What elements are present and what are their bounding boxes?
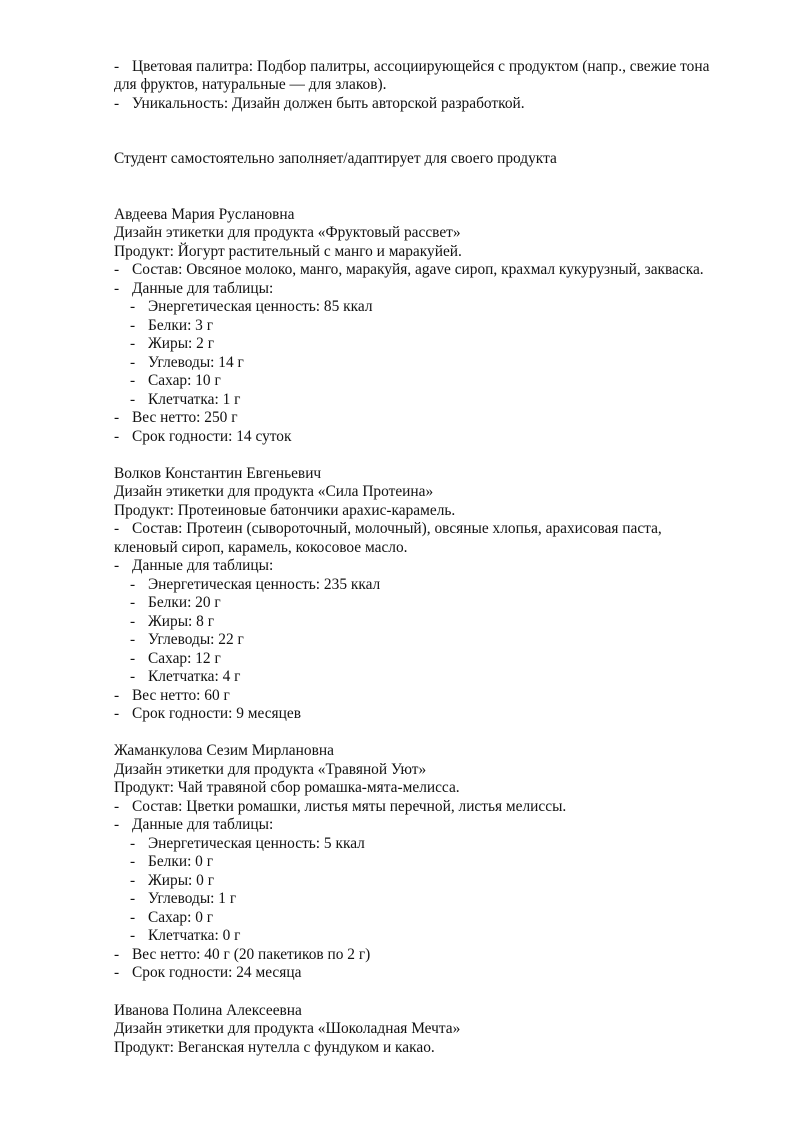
bullet-dash: - [130, 909, 136, 926]
student-product: Продукт: Протеиновые батончики арахис-карамель. [114, 502, 456, 519]
table-item: - Сахар: 10 г [130, 372, 221, 389]
bullet-dash: - [114, 95, 120, 112]
intro-uniqueness: - Уникальность: Дизайн должен быть авторской разработкой. [114, 95, 525, 112]
table-item: - Жиры: 0 г [130, 872, 215, 889]
student-name: Авдеева Мария Руслановна [114, 206, 295, 223]
bullet-dash: - [130, 613, 136, 630]
bullet-dash: - [130, 335, 136, 352]
bullet-dash: - [114, 687, 120, 704]
table-item: - Белки: 20 г [130, 594, 221, 611]
table-item: - Клетчатка: 0 г [130, 927, 241, 944]
table-item: - Сахар: 12 г [130, 650, 221, 667]
shelf-life: - Срок годности: 9 месяцев [114, 705, 301, 722]
shelf-life: - Срок годности: 24 месяца [114, 964, 302, 981]
bullet-dash: - [130, 853, 136, 870]
bullet-dash: - [114, 705, 120, 722]
bullet-dash: - [130, 890, 136, 907]
table-item: - Сахар: 0 г [130, 909, 214, 926]
student-note: Студент самостоятельно заполняет/адаптирует для своего продукта [114, 150, 557, 167]
intro-color-palette-cont: для фруктов, натуральные — для злаков). [114, 76, 387, 93]
bullet-dash: - [130, 872, 136, 889]
bullet-dash: - [114, 964, 120, 981]
table-item: - Углеводы: 1 г [130, 890, 237, 907]
table-item: - Энергетическая ценность: 85 ккал [130, 298, 373, 315]
student-title: Дизайн этикетки для продукта «Шоколадная Мечта» [114, 1020, 461, 1037]
table-header: - Данные для таблицы: [114, 557, 274, 574]
bullet-dash: - [114, 557, 120, 574]
bullet-dash: - [130, 927, 136, 944]
bullet-dash: - [130, 576, 136, 593]
bullet-dash: - [114, 798, 120, 815]
table-item: - Энергетическая ценность: 5 ккал [130, 835, 365, 852]
net-weight: - Вес нетто: 40 г (20 пакетиков по 2 г) [114, 946, 371, 963]
bullet-dash: - [114, 428, 120, 445]
student-title: Дизайн этикетки для продукта «Фруктовый рассвет» [114, 224, 461, 241]
table-header: - Данные для таблицы: [114, 280, 274, 297]
bullet-dash: - [114, 261, 120, 278]
student-name: Жаманкулова Сезим Мирлановна [114, 742, 334, 759]
student-title: Дизайн этикетки для продукта «Сила Протеина» [114, 483, 434, 500]
bullet-dash: - [130, 594, 136, 611]
table-header: - Данные для таблицы: [114, 816, 274, 833]
student-product: Продукт: Веганская нутелла с фундуком и какао. [114, 1039, 435, 1056]
composition: - Состав: Цветки ромашки, листья мяты перечной, листья мелиссы. [114, 798, 567, 815]
bullet-dash: - [130, 317, 136, 334]
bullet-dash: - [130, 298, 136, 315]
table-item: - Клетчатка: 1 г [130, 391, 241, 408]
bullet-dash: - [130, 391, 136, 408]
net-weight: - Вес нетто: 60 г [114, 687, 230, 704]
student-product: Продукт: Чай травяной сбор ромашка-мята-мелисса. [114, 779, 460, 796]
bullet-dash: - [130, 650, 136, 667]
table-item: - Жиры: 8 г [130, 613, 215, 630]
bullet-dash: - [130, 354, 136, 371]
student-name: Иванова Полина Алексеевна [114, 1002, 302, 1019]
bullet-dash: - [114, 816, 120, 833]
table-item: - Белки: 0 г [130, 853, 214, 870]
bullet-dash: - [114, 520, 120, 537]
bullet-dash: - [114, 280, 120, 297]
intro-color-palette: - Цветовая палитра: Подбор палитры, ассоциирующейся с продуктом (напр., свежие тона [114, 58, 710, 75]
table-item: - Клетчатка: 4 г [130, 668, 241, 685]
composition-cont: кленовый сироп, карамель, кокосовое масло. [114, 539, 408, 556]
shelf-life: - Срок годности: 14 суток [114, 428, 292, 445]
bullet-dash: - [130, 631, 136, 648]
student-title: Дизайн этикетки для продукта «Травяной Уют» [114, 761, 427, 778]
net-weight: - Вес нетто: 250 г [114, 409, 238, 426]
bullet-dash: - [114, 409, 120, 426]
bullet-dash: - [114, 946, 120, 963]
composition: - Состав: Протеин (сывороточный, молочный), овсяные хлопья, арахисовая паста, [114, 520, 662, 537]
table-item: - Энергетическая ценность: 235 ккал [130, 576, 381, 593]
composition: - Состав: Овсяное молоко, манго, маракуйя, agave сироп, крахмал кукурузный, закваска. [114, 261, 704, 278]
bullet-dash: - [130, 668, 136, 685]
table-item: - Углеводы: 22 г [130, 631, 244, 648]
student-product: Продукт: Йогурт растительный с манго и маракуйей. [114, 243, 462, 260]
bullet-dash: - [114, 58, 120, 75]
bullet-dash: - [130, 835, 136, 852]
bullet-dash: - [130, 372, 136, 389]
table-item: - Углеводы: 14 г [130, 354, 244, 371]
table-item: - Белки: 3 г [130, 317, 214, 334]
table-item: - Жиры: 2 г [130, 335, 215, 352]
student-name: Волков Константин Евгеньевич [114, 465, 322, 482]
